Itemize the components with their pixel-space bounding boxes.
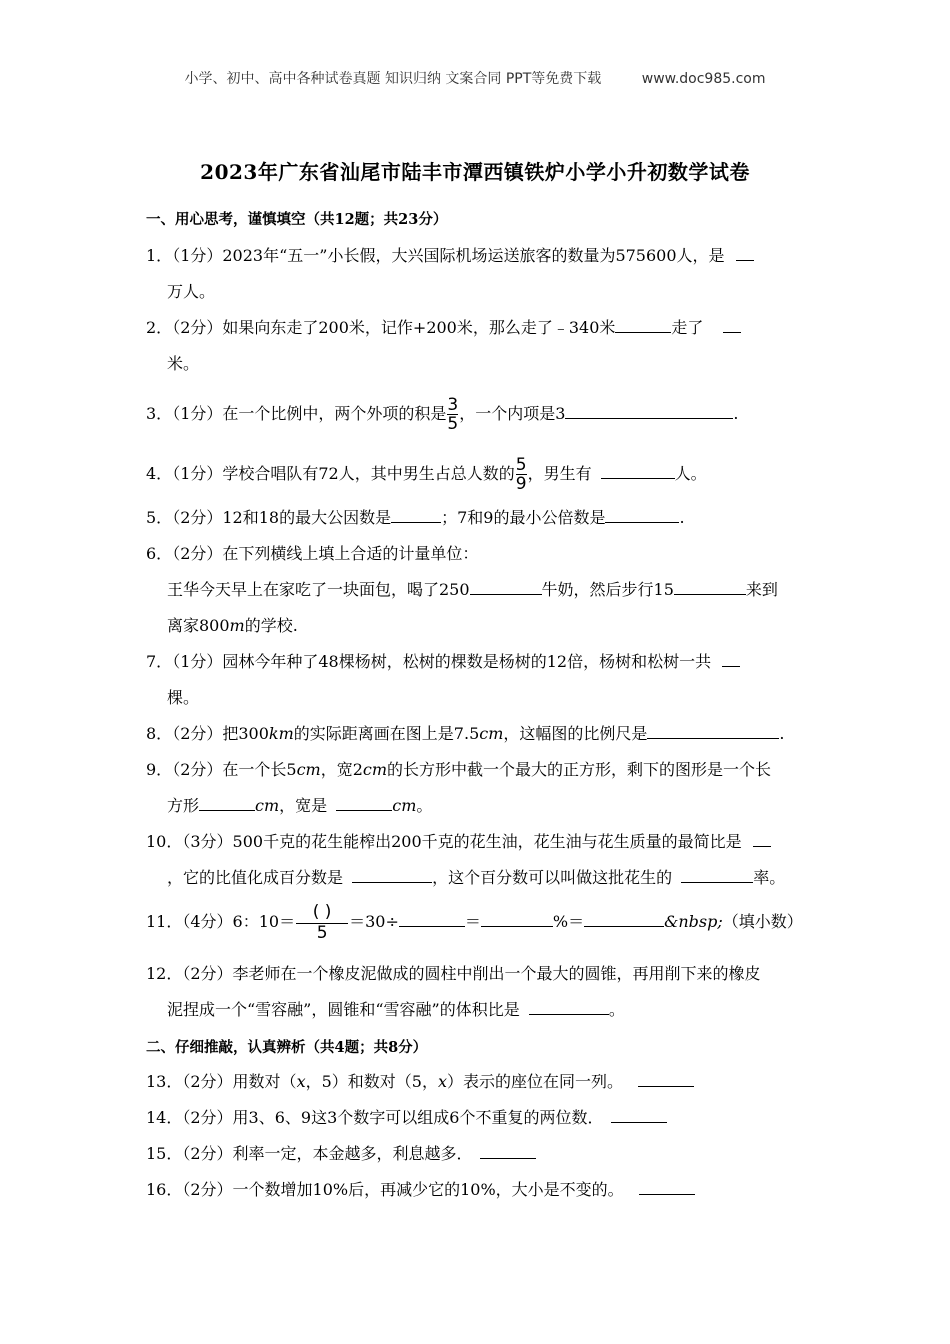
fraction: $\frac{5}{9}$ (515, 455, 527, 494)
question-11: 11．（4分）6：10＝ $\frac{( )}{5}$ ＝30÷ ＝ %＝ &nbsp;（填小数） (146, 902, 803, 943)
question-1: 1．（1分）2023年“五一”小长假，大兴国际机场运送旅客的数量为575600人，是 (146, 238, 806, 274)
fraction: $\frac{( )}{5}$ (296, 903, 348, 942)
question-5: 5．（2分）12和18的最大公因数是 ；7和9的最小公倍数是 . (146, 508, 685, 527)
answer-blank[interactable] (681, 868, 753, 883)
question-13: 13．（2分）用数对（x，5）和数对（5，x）表示的座位在同一列。 (146, 1064, 806, 1100)
answer-blank[interactable] (480, 1144, 536, 1159)
question-14: 14．（2分）用3、6、9这3个数字可以组成6个不重复的两位数． (146, 1100, 806, 1136)
section-heading-2: 二、仔细推敲，认真辨析（共4题；共8分） (146, 1039, 428, 1056)
answer-blank[interactable] (529, 1000, 609, 1015)
question-2: 2．（2分）如果向东走了200米，记作+200米，那么走了﹣340米 走了 (146, 310, 806, 346)
answer-blank[interactable] (753, 832, 771, 847)
question-10: 10．（3分）500千克的花生能榨出200千克的花生油，花生油与花生质量的最简比是 (146, 824, 806, 860)
answer-blank[interactable] (199, 796, 255, 811)
question-9: 9．（2分）在一个长5cm，宽2cm的长方形中截一个最大的正方形，剩下的图形是一个长 (146, 760, 772, 779)
answer-blank[interactable] (601, 464, 675, 479)
question-4: 4．（1分）学校合唱队有72人，其中男生占总人数的 $\frac{5}{9}$ ，男生有 人。 (146, 455, 707, 494)
header-site-link[interactable]: www.doc985.com (641, 71, 766, 87)
question-6-line3: 离家800m的学校. (167, 616, 298, 635)
header-text: 小学、初中、高中各种试卷真题 知识归纳 文案合同 PPT等免费下载 (184, 71, 602, 87)
question-8: 8．（2分）把300km的实际距离画在图上是7.5cm，这幅图的比例尺是 . (146, 724, 785, 743)
answer-blank[interactable] (647, 724, 779, 739)
answer-blank[interactable] (481, 912, 553, 927)
question-16: 16．（2分）一个数增加10%后，再减少它的10%，大小是不变的。 (146, 1172, 806, 1208)
answer-blank[interactable] (736, 246, 754, 261)
answer-blank[interactable] (605, 508, 679, 523)
question-6-line2: 王华今天早上在家吃了一块面包，喝了250 牛奶，然后步行15 来到 (167, 580, 778, 599)
question-7: 7．（1分）园林今年种了48棵杨树，松树的棵数是杨树的12倍，杨树和松树一共 (146, 644, 806, 680)
question-6: 6．（2分）在下列横线上填上合适的计量单位： (146, 544, 479, 563)
fraction: $\frac{3}{5}$ (447, 395, 459, 434)
question-1-cont: 万人。 (167, 282, 216, 301)
question-7-cont: 棵。 (167, 688, 200, 707)
page-title: 2023年广东省汕尾市陆丰市潭西镇铁炉小学小升初数学试卷 (200, 160, 750, 184)
page-header (0, 68, 950, 88)
question-9-cont: 方形 cm，宽是 cm。 (167, 796, 433, 815)
answer-blank[interactable] (639, 1180, 695, 1195)
answer-blank[interactable] (722, 652, 740, 667)
answer-blank[interactable] (470, 580, 542, 595)
question-12: 12．（2分）李老师在一个橡皮泥做成的圆柱中削出一个最大的圆锥，再用削下来的橡皮 (146, 964, 761, 983)
question-2-cont: 米。 (167, 354, 200, 373)
question-15: 15．（2分）利率一定，本金越多，利息越多． (146, 1136, 806, 1172)
answer-blank[interactable] (399, 912, 465, 927)
section-heading-1: 一、用心思考，谨慎填空（共12题；共23分） (146, 211, 448, 228)
answer-blank[interactable] (611, 1108, 667, 1123)
answer-blank[interactable] (615, 318, 671, 333)
answer-blank[interactable] (584, 912, 664, 927)
question-3: 3．（1分）在一个比例中，两个外项的积是 $\frac{3}{5}$ ，一个内项是3 . (146, 395, 739, 434)
answer-blank[interactable] (336, 796, 392, 811)
answer-blank[interactable] (565, 404, 733, 419)
answer-blank[interactable] (638, 1072, 694, 1087)
question-10-cont: ，它的比值化成百分数是 ，这个百分数可以叫做这批花生的 率。 (167, 868, 786, 887)
answer-blank[interactable] (723, 318, 741, 333)
answer-blank[interactable] (352, 868, 432, 883)
question-12-cont: 泥捏成一个“雪容融”，圆锥和“雪容融”的体积比是 。 (167, 1000, 625, 1019)
answer-blank[interactable] (674, 580, 746, 595)
answer-blank[interactable] (391, 508, 441, 523)
